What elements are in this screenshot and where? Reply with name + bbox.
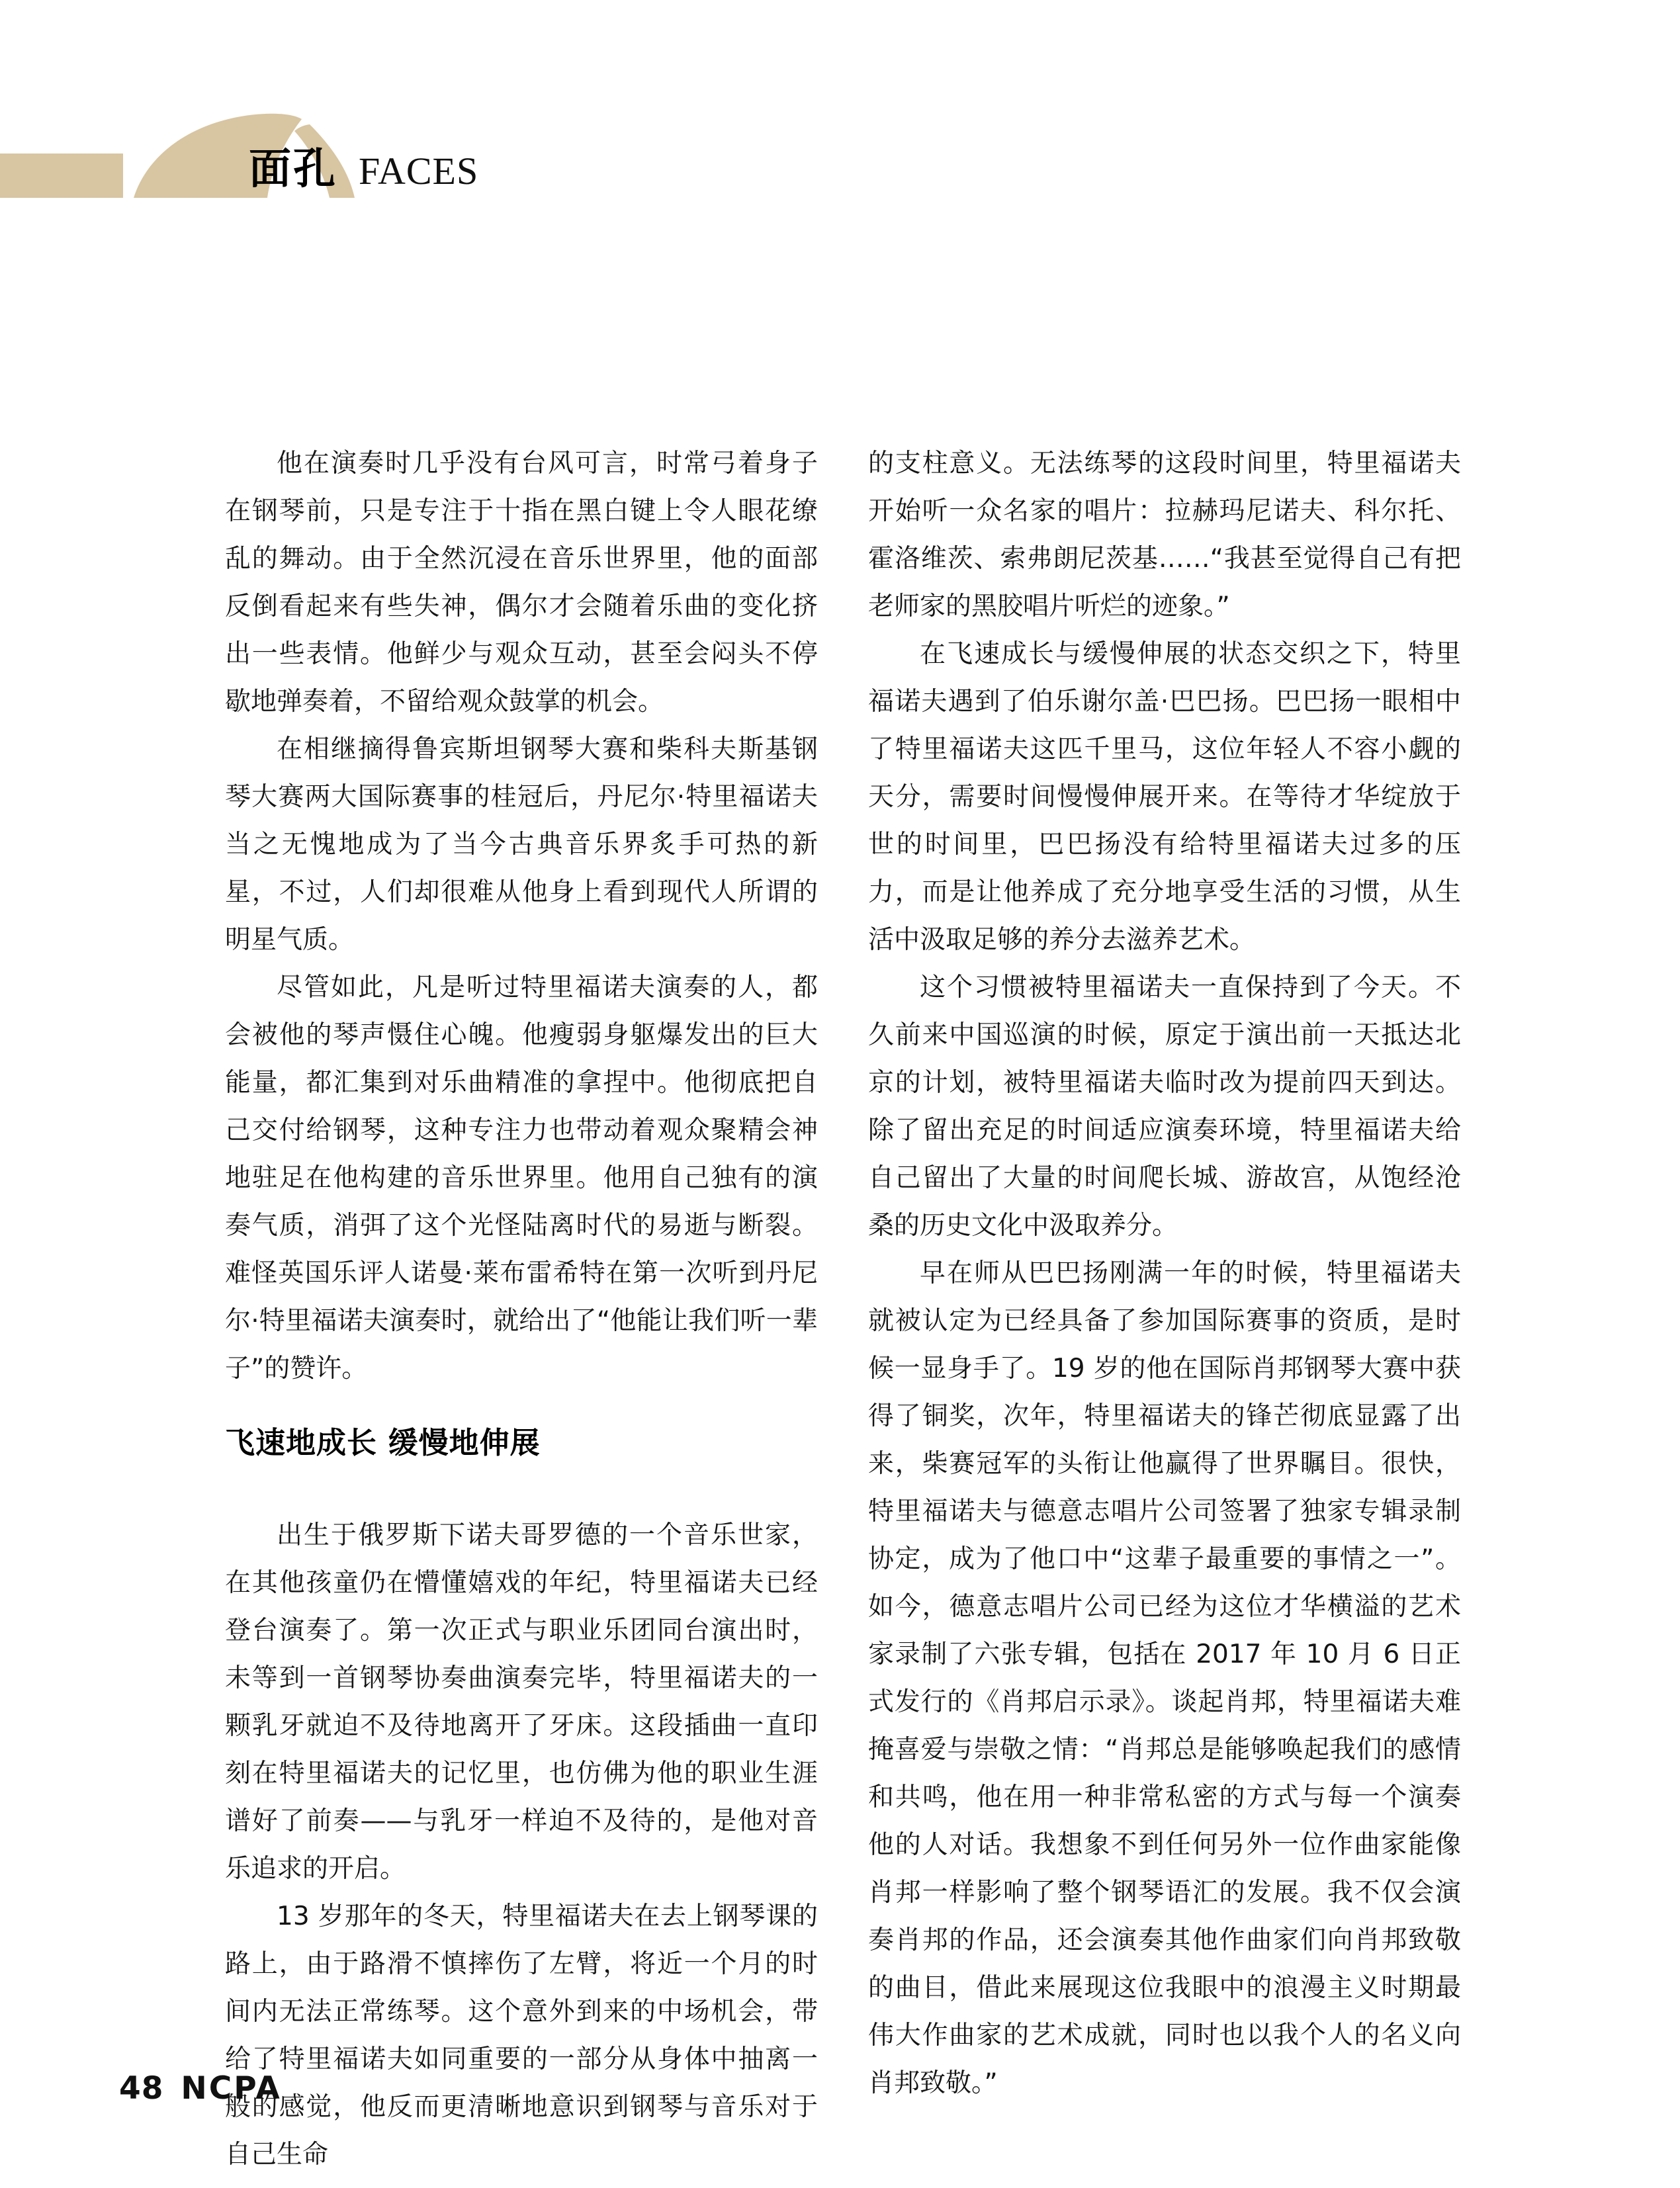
paragraph: 在飞速成长与缓慢伸展的状态交织之下，特里福诺夫遇到了伯乐谢尔盖·巴巴扬。巴巴扬一眼相中了特里福诺夫这匹千里马，这位年轻人不容小觑的天分，需要时间慢慢伸展开来。在等待才华绽放于世的时间里，巴巴扬没有给特里福诺夫过多的压力，而是让他养成了充分地享受生活的习惯，从生活中汲取足够的养分去滋养艺术。 [868, 639, 1461, 955]
article-column-right [868, 440, 1461, 2107]
page-footer [119, 2070, 282, 2108]
section-title-zh: 面孔 [249, 145, 337, 194]
section-heading: 飞速地成长 缓慢地伸展 [225, 1425, 541, 1460]
paragraph: 在相继摘得鲁宾斯坦钢琴大赛和柴科夫斯基钢琴大赛两大国际赛事的桂冠后，丹尼尔·特里福诺夫当之无愧地成为了当今古典音乐界炙手可热的新星，不过，人们却很难从他身上看到现代人所谓的明星气质。 [225, 734, 818, 955]
paragraph: 出生于俄罗斯下诺夫哥罗德的一个音乐世家，在其他孩童仍在懵懂嬉戏的年纪，特里福诺夫已经登台演奏了。第一次正式与职业乐团同台演出时，未等到一首钢琴协奏曲演奏完毕，特里福诺夫的一颗乳牙就迫不及待地离开了牙床。这段插曲一直印刻在特里福诺夫的记忆里，也仿佛为他的职业生涯谱好了前奏——与乳牙一样迫不及待的，是他对音乐追求的开启。 [225, 1520, 818, 1884]
section-title-en: FACES [359, 150, 479, 193]
journal-name: NCPA [181, 2070, 282, 2107]
page-number: 48 [119, 2070, 164, 2107]
paragraph: 尽管如此，凡是听过特里福诺夫演奏的人，都会被他的琴声慑住心魄。他瘦弱身躯爆发出的巨大能量，都汇集到对乐曲精准的拿捏中。他彻底把自己交付给钢琴，这种专注力也带动着观众聚精会神地驻足在他构建的音乐世界里。他用自己独有的演奏气质，消弭了这个光怪陆离时代的易逝与断裂。难怪英国乐评人诺曼·莱布雷希特在第一次听到丹尼尔·特里福诺夫演奏时，就给出了“他能让我们听一辈子”的赞许。 [225, 973, 818, 1383]
paragraph: 13 岁那年的冬天，特里福诺夫在去上钢琴课的路上，由于路滑不慎摔伤了左臂，将近一个月的时间内无法正常练琴。这个意外到来的中场机会，带给了特里福诺夫如同重要的一部分从身体中抽离一般的感觉，他反而更清晰地意识到钢琴与音乐对于自己生命 [225, 1902, 818, 2169]
paragraph: 的支柱意义。无法练琴的这段时间里，特里福诺夫开始听一众名家的唱片：拉赫玛尼诺夫、科尔托、霍洛维茨、索弗朗尼茨基……“我甚至觉得自己有把老师家的黑胶唱片听烂的迹象。” [868, 449, 1461, 621]
paragraph: 早在师从巴巴扬刚满一年的时候，特里福诺夫就被认定为已经具备了参加国际赛事的资质，是时候一显身手了。19 岁的他在国际肖邦钢琴大赛中获得了铜奖，次年，特里福诺夫的锋芒彻底显露了出来，柴赛冠军的头衔让他赢得了世界瞩目。很快，特里福诺夫与德意志唱片公司签署了独家专辑录制协定，成为了他口中“这辈子最重要的事情之一”。如今，德意志唱片公司已经为这位才华横溢的艺术家录制了六张专辑，包括在 2017 年 10 月 6 日正式发行的《肖邦启示录》。谈起肖邦，特里福诺夫难掩喜爱与崇敬之情：“肖邦总是能够唤起我们的感情和共鸣，他在用一种非常私密的方式与每一个演奏他的人对话。我想象不到任何另外一位作曲家能像肖邦一样影响了整个钢琴语汇的发展。我不仅会演奏肖邦的作品，还会演奏其他作曲家们向肖邦致敬的曲目，借此来展现这位我眼中的浪漫主义时期最伟大作曲家的艺术成就，同时也以我个人的名义向肖邦致敬。” [868, 1258, 1461, 2098]
article-column-left [225, 440, 818, 2179]
header-bar-shape [0, 153, 123, 198]
paragraph: 他在演奏时几乎没有台风可言，时常弓着身子在钢琴前，只是专注于十指在黑白键上令人眼花缭乱的舞动。由于全然沉浸在音乐世界里，他的面部反倒看起来有些失神，偶尔才会随着乐曲的变化挤出一些表情。他鲜少与观众互动，甚至会闷头不停歇地弹奏着，不留给观众鼓掌的机会。 [225, 449, 818, 717]
paragraph: 这个习惯被特里福诺夫一直保持到了今天。不久前来中国巡演的时候，原定于演出前一天抵达北京的计划，被特里福诺夫临时改为提前四天到达。除了留出充足的时间适应演奏环境，特里福诺夫给自己留出了大量的时间爬长城、游故宫，从饱经沧桑的历史文化中汲取养分。 [868, 973, 1461, 1241]
